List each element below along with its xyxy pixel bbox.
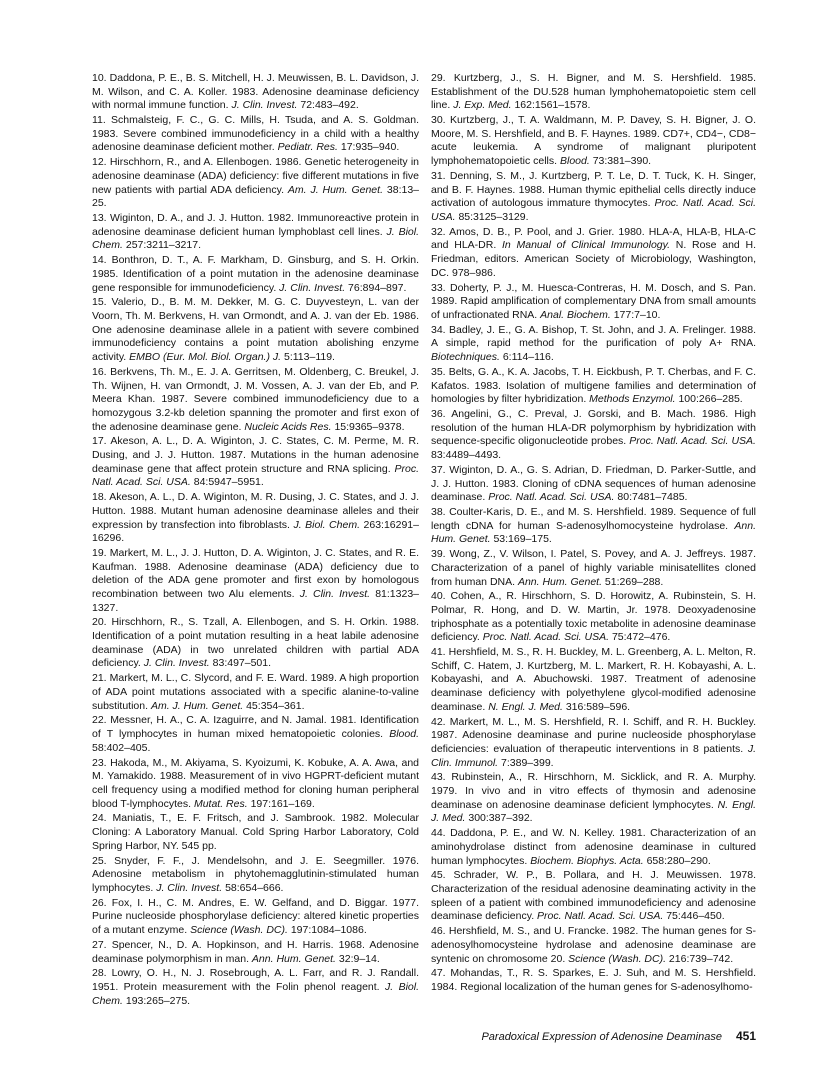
reference-number: 43.	[431, 771, 446, 784]
reference-text: Hirschhorn, R., S. Tzall, A. Ellenbogen, and S. H. Orkin. 1988. Identification of a point mutation resulting in a heat labile adenosine deaminase (ADA) in two unrelated children with partial ADA deficiency.	[92, 616, 419, 670]
reference-number: 14.	[92, 254, 107, 267]
reference-journal: J. Biol. Chem.	[92, 225, 420, 252]
reference-text: Markert, M. L., C. Slycord, and F. E. Ward. 1989. A high proportion of ADA point mutations associated with a specific alanine-to-valine substitution.	[92, 672, 419, 712]
reference-journal: EMBO (Eur. Mol. Biol. Organ.) J.	[129, 351, 282, 364]
reference-volume-pages: 193:265–275.	[125, 994, 191, 1007]
reference-text: Akeson, A. L., D. A. Wiginton, M. R. Dusing, J. C. States, and J. J. Hutton. 1988. Mutant human adenosine deaminase alleles and their expression by transfection into fibroblasts.	[92, 491, 419, 531]
reference-volume-pages: 197:161–169.	[250, 797, 315, 810]
reference-text: Markert, M. L., M. S. Hershfield, R. I. Schiff, and R. H. Buckley. 1987. Adenosine deaminase and purine nucleoside phosphorylase deficiencies: evaluation of therapeutic interventions in 8 patients.	[431, 715, 756, 755]
reference-journal: Blood.	[389, 728, 419, 741]
reference-entry	[431, 506, 756, 547]
reference-text: Hershfield, M. S., R. H. Buckley, M. L. Greenberg, A. L. Melton, R. Schiff, C. Hatem, J. Kurtzberg, M. L. Markert, R. H. Kobayashi, A. L. Kobayashi, and A. Abuchowski. 1987. Treatment of adenosine deaminase deficiency with polyethylene glycol-modified adenosine deaminase.	[431, 646, 757, 713]
reference-volume-pages: 45:354–361.	[246, 699, 305, 712]
reference-number: 44.	[431, 827, 446, 840]
reference-number: 34.	[431, 323, 446, 336]
reference-volume-pages: 53:169–175.	[493, 533, 552, 546]
reference-text: Amos, D. B., P. Pool, and J. Grier. 1980. HLA-A, HLA-B, HLA-C and HLA-DR.	[431, 225, 756, 252]
reference-text: Coulter-Karis, D. E., and M. S. Hershfield. 1989. Sequence of full length cDNA for human S-adenosylhomocysteine hydrolase.	[431, 506, 757, 532]
reference-number: 24.	[92, 812, 107, 825]
reference-volume-pages: 32:9–14.	[338, 952, 380, 965]
reference-number: 19.	[92, 547, 107, 559]
reference-entry	[92, 897, 419, 938]
reference-volume-pages: 83:4489–4493.	[431, 449, 502, 462]
reference-text: Spencer, N., D. A. Hopkinson, and H. Harris. 1968. Adenosine deaminase polymorphism in man.	[92, 938, 419, 965]
reference-text: Cohen, A., R. Hirschhorn, S. D. Horowitz, A. Rubinstein, S. H. Polmar, R. Hong, and D. W. Martin, Jr. 1978. Deoxyadenosine triphosphate as a potentially toxic metabolite in adenosine deaminase deficiency.	[431, 590, 756, 644]
reference-number: 25.	[92, 854, 107, 867]
reference-volume-pages: 100:266–285.	[678, 393, 743, 406]
reference-entry	[431, 282, 756, 323]
reference-number: 10.	[92, 72, 107, 84]
reference-entry	[92, 212, 419, 253]
reference-volume-pages: 85:3125–3129.	[458, 210, 529, 223]
reference-entry	[431, 590, 756, 645]
reference-journal: J. Exp. Med.	[453, 99, 512, 112]
reference-text: Mohandas, T., R. S. Sparkes, E. J. Suh, and M. S. Hershfield. 1984. Regional localization of the human genes for S-adenosylhomo-	[431, 967, 756, 994]
reference-text: Daddona, P. E., and W. N. Kelley. 1981. Characterization of an aminohydrolase distinct from adenosine deaminase in cultured human lymphocytes.	[431, 827, 756, 867]
reference-text: Kurtzberg, J., S. H. Bigner, and M. S. Hershfield. 1985. Establishment of the DU.528 human lymphohematopoietic stem cell line.	[431, 72, 756, 112]
page-number: 451	[735, 1029, 756, 1043]
reference-journal: J. Clin. Immunol.	[431, 742, 756, 769]
reference-volume-pages: 15:9365–9378.	[334, 420, 405, 433]
reference-entry	[92, 616, 419, 671]
reference-entry	[92, 435, 419, 490]
reference-volume-pages: 73:381–390.	[592, 155, 652, 168]
reference-number: 23.	[92, 756, 107, 769]
reference-text: Kurtzberg, J., T. A. Waldmann, M. P. Davey, S. H. Bigner, J. O. Moore, M. S. Hershfield, and B. F. Haynes. 1989. CD7+, CD4−, CD8− acute leukemia. A syndrome of malignant pluripotent lymphohematopoietic cells.	[431, 114, 757, 168]
reference-entry	[92, 156, 419, 211]
reference-text: Akeson, A. L., D. A. Wiginton, J. C. States, C. M. Perme, M. R. Dusing, and J. J. Hutton. 1987. Mutations in the human adenosine deaminase gene that affect protein structure and RNA splicing.	[92, 435, 420, 475]
reference-volume-pages: 17:935–940.	[340, 141, 400, 154]
reference-number: 17.	[92, 435, 107, 448]
reference-number: 40.	[431, 590, 446, 603]
reference-journal: Am. J. Hum. Genet.	[287, 183, 383, 196]
reference-volume-pages: N. Rose and H. Friedman, editors. American Society of Microbiology, Washington, DC. 978–986.	[431, 239, 756, 279]
reference-number: 29.	[431, 72, 446, 84]
reference-journal: Biotechniques.	[431, 351, 500, 364]
reference-entry	[431, 408, 756, 463]
reference-volume-pages: 58:654–666.	[225, 881, 284, 894]
reference-journal: Proc. Natl. Acad. Sci. USA.	[482, 631, 610, 644]
reference-journal: N. Engl. J. Med.	[431, 798, 757, 825]
reference-text: Rubinstein, A., R. Hirschhorn, M. Sicklick, and R. A. Murphy. 1979. In vivo and in vitro effects of thymosin and adenosine deaminase on adenosine deaminase deficient lymphocytes.	[431, 771, 756, 811]
reference-number: 46.	[431, 925, 446, 938]
reference-volume-pages: 76:894–897.	[348, 281, 407, 294]
reference-volume-pages: 83:497–501.	[212, 657, 272, 670]
reference-number: 18.	[92, 491, 107, 504]
reference-number: 32.	[431, 225, 446, 238]
reference-journal: Ann. Hum. Genet.	[251, 952, 336, 965]
reference-entry	[431, 72, 756, 113]
reference-entry	[92, 547, 419, 615]
reference-volume-pages: 75:446–450.	[666, 910, 725, 923]
reference-entry	[431, 716, 756, 771]
reference-volume-pages: 300:387–392.	[468, 812, 533, 825]
reference-journal: Proc. Natl. Acad. Sci. USA.	[537, 910, 664, 923]
reference-journal: Proc. Natl. Acad. Sci. USA.	[92, 462, 420, 489]
page-footer	[480, 1029, 756, 1043]
reference-text: Wiginton, D. A., G. S. Adrian, D. Friedman, D. Parker-Suttle, and J. J. Hutton. 1983. Cloning of cDNA sequences of human adenosine deaminase.	[431, 463, 756, 504]
reference-entry	[92, 939, 419, 966]
reference-text: Lowry, O. H., N. J. Rosebrough, A. L. Farr, and R. J. Randall. 1951. Protein measurement with the Folin phenol reagent.	[92, 967, 419, 994]
reference-number: 15.	[92, 296, 107, 309]
reference-number: 33.	[431, 281, 446, 294]
reference-text: Wiginton, D. A., and J. J. Hutton. 1982. Immunoreactive protein in adenosine deaminase deficient human lymphoblast cell lines.	[92, 212, 419, 238]
reference-volume-pages: 162:1561–1578.	[514, 99, 591, 112]
reference-volume-pages: 177:7–10.	[613, 308, 661, 321]
reference-journal: Proc. Natl. Acad. Sci. USA.	[488, 491, 615, 504]
reference-number: 28.	[92, 967, 107, 980]
reference-entry	[92, 855, 419, 896]
reference-entry	[92, 714, 419, 755]
reference-volume-pages: 72:483–492.	[300, 99, 359, 112]
reference-entry	[431, 464, 756, 505]
reference-volume-pages: 38:13–25.	[92, 183, 420, 210]
reference-text: Bonthron, D. T., A. F. Markham, D. Ginsburg, and S. H. Orkin. 1985. Identification of a point mutation in the adenosine deaminase gene responsible for immunodeficiency.	[92, 254, 420, 294]
reference-number: 31.	[431, 169, 446, 182]
reference-volume-pages: 216:739–742.	[668, 952, 734, 965]
reference-entry	[92, 672, 419, 713]
reference-entry	[431, 646, 756, 714]
reference-journal: Blood.	[559, 155, 590, 168]
reference-entry	[431, 827, 756, 868]
reference-entry	[92, 967, 419, 1008]
reference-journal: Pediatr. Res.	[277, 141, 338, 154]
reference-number: 13.	[92, 212, 107, 225]
reference-entry	[431, 366, 756, 407]
reference-text: Hershfield, M. S., and U. Francke. 1982. The human genes for S-adenosylhomocysteine hydrolase and adenosine deaminase are syntenic on chromosome 20.	[431, 925, 756, 965]
reference-journal: Science (Wash. DC).	[568, 952, 666, 965]
reference-volume-pages: 51:269–288.	[604, 575, 664, 588]
reference-number: 36.	[431, 408, 446, 421]
reference-number: 30.	[431, 114, 446, 127]
reference-number: 47.	[431, 967, 446, 980]
reference-volume-pages: 81:1323–1327.	[92, 587, 419, 614]
reference-journal: Nucleic Acids Res.	[244, 420, 332, 433]
reference-text: Hirschhorn, R., and A. Ellenbogen. 1986. Genetic heterogeneity in adenosine deaminase (ADA) deficiency: five different mutations in five new patients with partial ADA deficiency.	[92, 156, 420, 196]
reference-volume-pages: 75:472–476.	[611, 631, 671, 644]
reference-number: 20.	[92, 616, 107, 629]
reference-text: Badley, J. E., G. A. Bishop, T. St. John, and J. A. Frelinger. 1988. A simple, rapid method for the purification of poly A+ RNA.	[431, 323, 756, 350]
reference-number: 21.	[92, 672, 107, 685]
reference-entry	[431, 967, 756, 994]
reference-number: 35.	[431, 365, 446, 378]
reference-entry	[431, 170, 756, 225]
reference-entry	[92, 254, 419, 295]
reference-text: Berkvens, Th. M., E. J. A. Gerritsen, M. Oldenberg, C. Breukel, J. Th. Wijnen, H. van Ormondt, J. M. Vossen, A. J. van der Eb, and P. Meera Khan. 1987. Severe combined immunodeficiency due to a homozygous 3.2-kb deletion spanning the promoter and first exon of the adenosine deaminase gene.	[92, 365, 419, 433]
reference-journal: Mutat. Res.	[193, 797, 248, 810]
reference-text: Hakoda, M., M. Akiyama, S. Kyoizumi, K. Kobuke, A. A. Awa, and M. Yamakido. 1988. Measurement of in vivo HGPRT-deficient mutant cell frequency using a modified method for cloning human peripheral blood T-lymphocytes.	[92, 756, 419, 810]
references-right-column	[431, 72, 756, 996]
reference-text: Markert, M. L., J. J. Hutton, D. A. Wiginton, J. C. States, and R. E. Kaufman. 1988. Adenosine deaminase (ADA) deficiency due to deletion of the ADA gene promoter and first exon by homologous recombination between two Alu elements.	[92, 547, 419, 600]
reference-volume-pages: 80:7481–7485.	[617, 491, 688, 504]
reference-journal: Ann. Hum. Genet.	[517, 575, 602, 588]
reference-volume-pages: 197:1084–1086.	[290, 924, 367, 937]
reference-text: Fox, I. H., C. M. Andres, E. W. Gelfand, and D. Biggar. 1977. Purine nucleoside phosphorylase deficiency: altered kinetic properties of a mutant enzyme.	[92, 896, 420, 937]
reference-number: 41.	[431, 646, 446, 659]
reference-number: 27.	[92, 938, 107, 951]
reference-entry	[431, 869, 756, 924]
reference-text: Schrader, W. P., B. Pollara, and H. J. Meuwissen. 1978. Characterization of the residual adenosine deaminating activity in the spleen of a patient with combined immunodeficiency and adenosine deaminase deficiency.	[431, 869, 757, 923]
reference-entry	[92, 812, 419, 853]
reference-volume-pages: 316:589–596.	[565, 700, 631, 713]
reference-number: 11.	[92, 114, 106, 127]
reference-number: 45.	[431, 869, 446, 882]
reference-journal: Proc. Natl. Acad. Sci. USA.	[431, 197, 757, 223]
reference-journal: J. Clin. Invest.	[299, 587, 371, 600]
reference-entry	[92, 757, 419, 812]
reference-journal: Biochem. Biophys. Acta.	[530, 854, 644, 867]
reference-number: 42.	[431, 715, 446, 728]
reference-number: 12.	[92, 156, 107, 169]
reference-volume-pages: 58:402–405.	[92, 741, 151, 754]
reference-text: Valerio, D., B. M. M. Dekker, M. G. C. Duyvesteyn, L. van der Voorn, Th. M. Berkvens, H. van Ormondt, and A. J. van der Eb. 1986. One adenosine deaminase allele in a patient with severe combined immunodeficiency contains a point mutation abolishing enzyme activity.	[92, 296, 420, 364]
reference-number: 16.	[92, 365, 107, 378]
reference-volume-pages: 263:16291–16296.	[92, 518, 419, 545]
reference-text: Wong, Z., V. Wilson, I. Patel, S. Povey, and A. J. Jeffreys. 1987. Characterization of a panel of highly variable minisatellites cloned from human DNA.	[431, 548, 756, 588]
reference-journal: Science (Wash. DC).	[190, 924, 288, 937]
reference-journal: Proc. Natl. Acad. Sci. USA.	[629, 435, 756, 448]
reference-volume-pages: 5:113–119.	[283, 351, 335, 364]
reference-journal: J. Biol. Chem.	[92, 981, 420, 1007]
reference-journal: Am. J. Hum. Genet.	[150, 699, 244, 712]
reference-entry	[431, 114, 756, 169]
reference-journal: J. Clin. Invest.	[143, 657, 210, 670]
reference-text: Snyder, F. F., J. Mendelsohn, and J. E. Seegmiller. 1976. Adenosine metabolism in phytohemagglutinin-stimulated human lymphocytes.	[92, 854, 419, 894]
reference-text: Messner, H. A., C. A. Izaguirre, and N. Jamal. 1981. Identification of T lymphocytes in human mixed hematopoietic colonies.	[92, 714, 419, 741]
reference-journal: N. Engl. J. Med.	[488, 700, 563, 713]
running-title: Paradoxical Expression of Adenosine Deaminase	[481, 1031, 722, 1043]
reference-journal: Anal. Biochem.	[540, 308, 611, 321]
reference-text: Maniatis, T., E. F. Fritsch, and J. Sambrook. 1982. Molecular Cloning: A Laboratory Manual. Cold Spring Harbor Laboratory, Cold Spring Harbor, NY. 545 pp.	[92, 812, 419, 852]
reference-journal: J. Clin. Invest.	[231, 99, 298, 112]
reference-entry	[92, 296, 419, 364]
reference-text: Doherty, P. J., M. Huesca-Contreras, H. M. Dosch, and S. Pan. 1989. Rapid amplification of complementary DNA from small amounts of unfractionated RNA.	[431, 281, 757, 321]
reference-number: 26.	[92, 896, 107, 909]
reference-entry	[92, 114, 419, 155]
reference-entry	[92, 366, 419, 434]
reference-entry	[431, 226, 756, 281]
references-left-column	[92, 72, 419, 1010]
reference-journal: Methods Enzymol.	[589, 393, 676, 406]
reference-text: Schmalsteig, F. C., G. C. Mills, H. Tsuda, and A. S. Goldman. 1983. Severe combined immunodeficiency in a child with a healthy adenosine deaminase deficient mother.	[92, 114, 419, 154]
reference-number: 37.	[431, 463, 446, 476]
reference-journal: J. Clin. Invest.	[279, 281, 346, 294]
reference-volume-pages: 6:114–116.	[502, 351, 554, 364]
reference-journal: J. Clin. Invest.	[156, 881, 223, 894]
reference-journal: J. Biol. Chem.	[293, 518, 360, 531]
reference-volume-pages: 84:5947–5951.	[193, 476, 264, 489]
reference-entry	[92, 72, 419, 113]
reference-number: 38.	[431, 506, 446, 519]
reference-volume-pages: 7:389–399.	[501, 756, 554, 769]
reference-entry	[431, 925, 756, 966]
reference-entry	[431, 324, 756, 365]
reference-entry	[92, 491, 419, 546]
reference-entry	[431, 548, 756, 589]
reference-text: Belts, G. A., K. A. Jacobs, T. H. Eickbush, P. T. Cherbas, and F. C. Kafatos. 1983. Isolation of multigene families and determination of homologies by filter hybridization.	[431, 365, 757, 406]
reference-text: Angelini, G., C. Preval, J. Gorski, and B. Mach. 1986. High resolution of the human HLA-DR polymorphism by hybridization with sequence-specific oligonucleotide probes.	[431, 408, 756, 448]
reference-number: 22.	[92, 714, 107, 727]
reference-text: Denning, S. M., J. Kurtzberg, P. T. Le, D. T. Tuck, K. H. Singer, and B. F. Haynes. 1988. Human thymic epithelial cells directly induce activation of autologous immature thymocytes.	[431, 169, 756, 210]
reference-number: 39.	[431, 548, 446, 561]
reference-journal: Ann. Hum. Genet.	[431, 519, 757, 546]
reference-journal: In Manual of Clinical Immunology.	[502, 239, 671, 252]
reference-text: Daddona, P. E., B. S. Mitchell, H. J. Meuwissen, B. L. Davidson, J. M. Wilson, and C. A. Koller. 1983. Adenosine deaminase deficiency with normal immune function.	[92, 72, 419, 112]
reference-volume-pages: 658:280–290.	[646, 854, 711, 867]
reference-entry	[431, 771, 756, 826]
reference-volume-pages: 257:3211–3217.	[125, 239, 201, 252]
